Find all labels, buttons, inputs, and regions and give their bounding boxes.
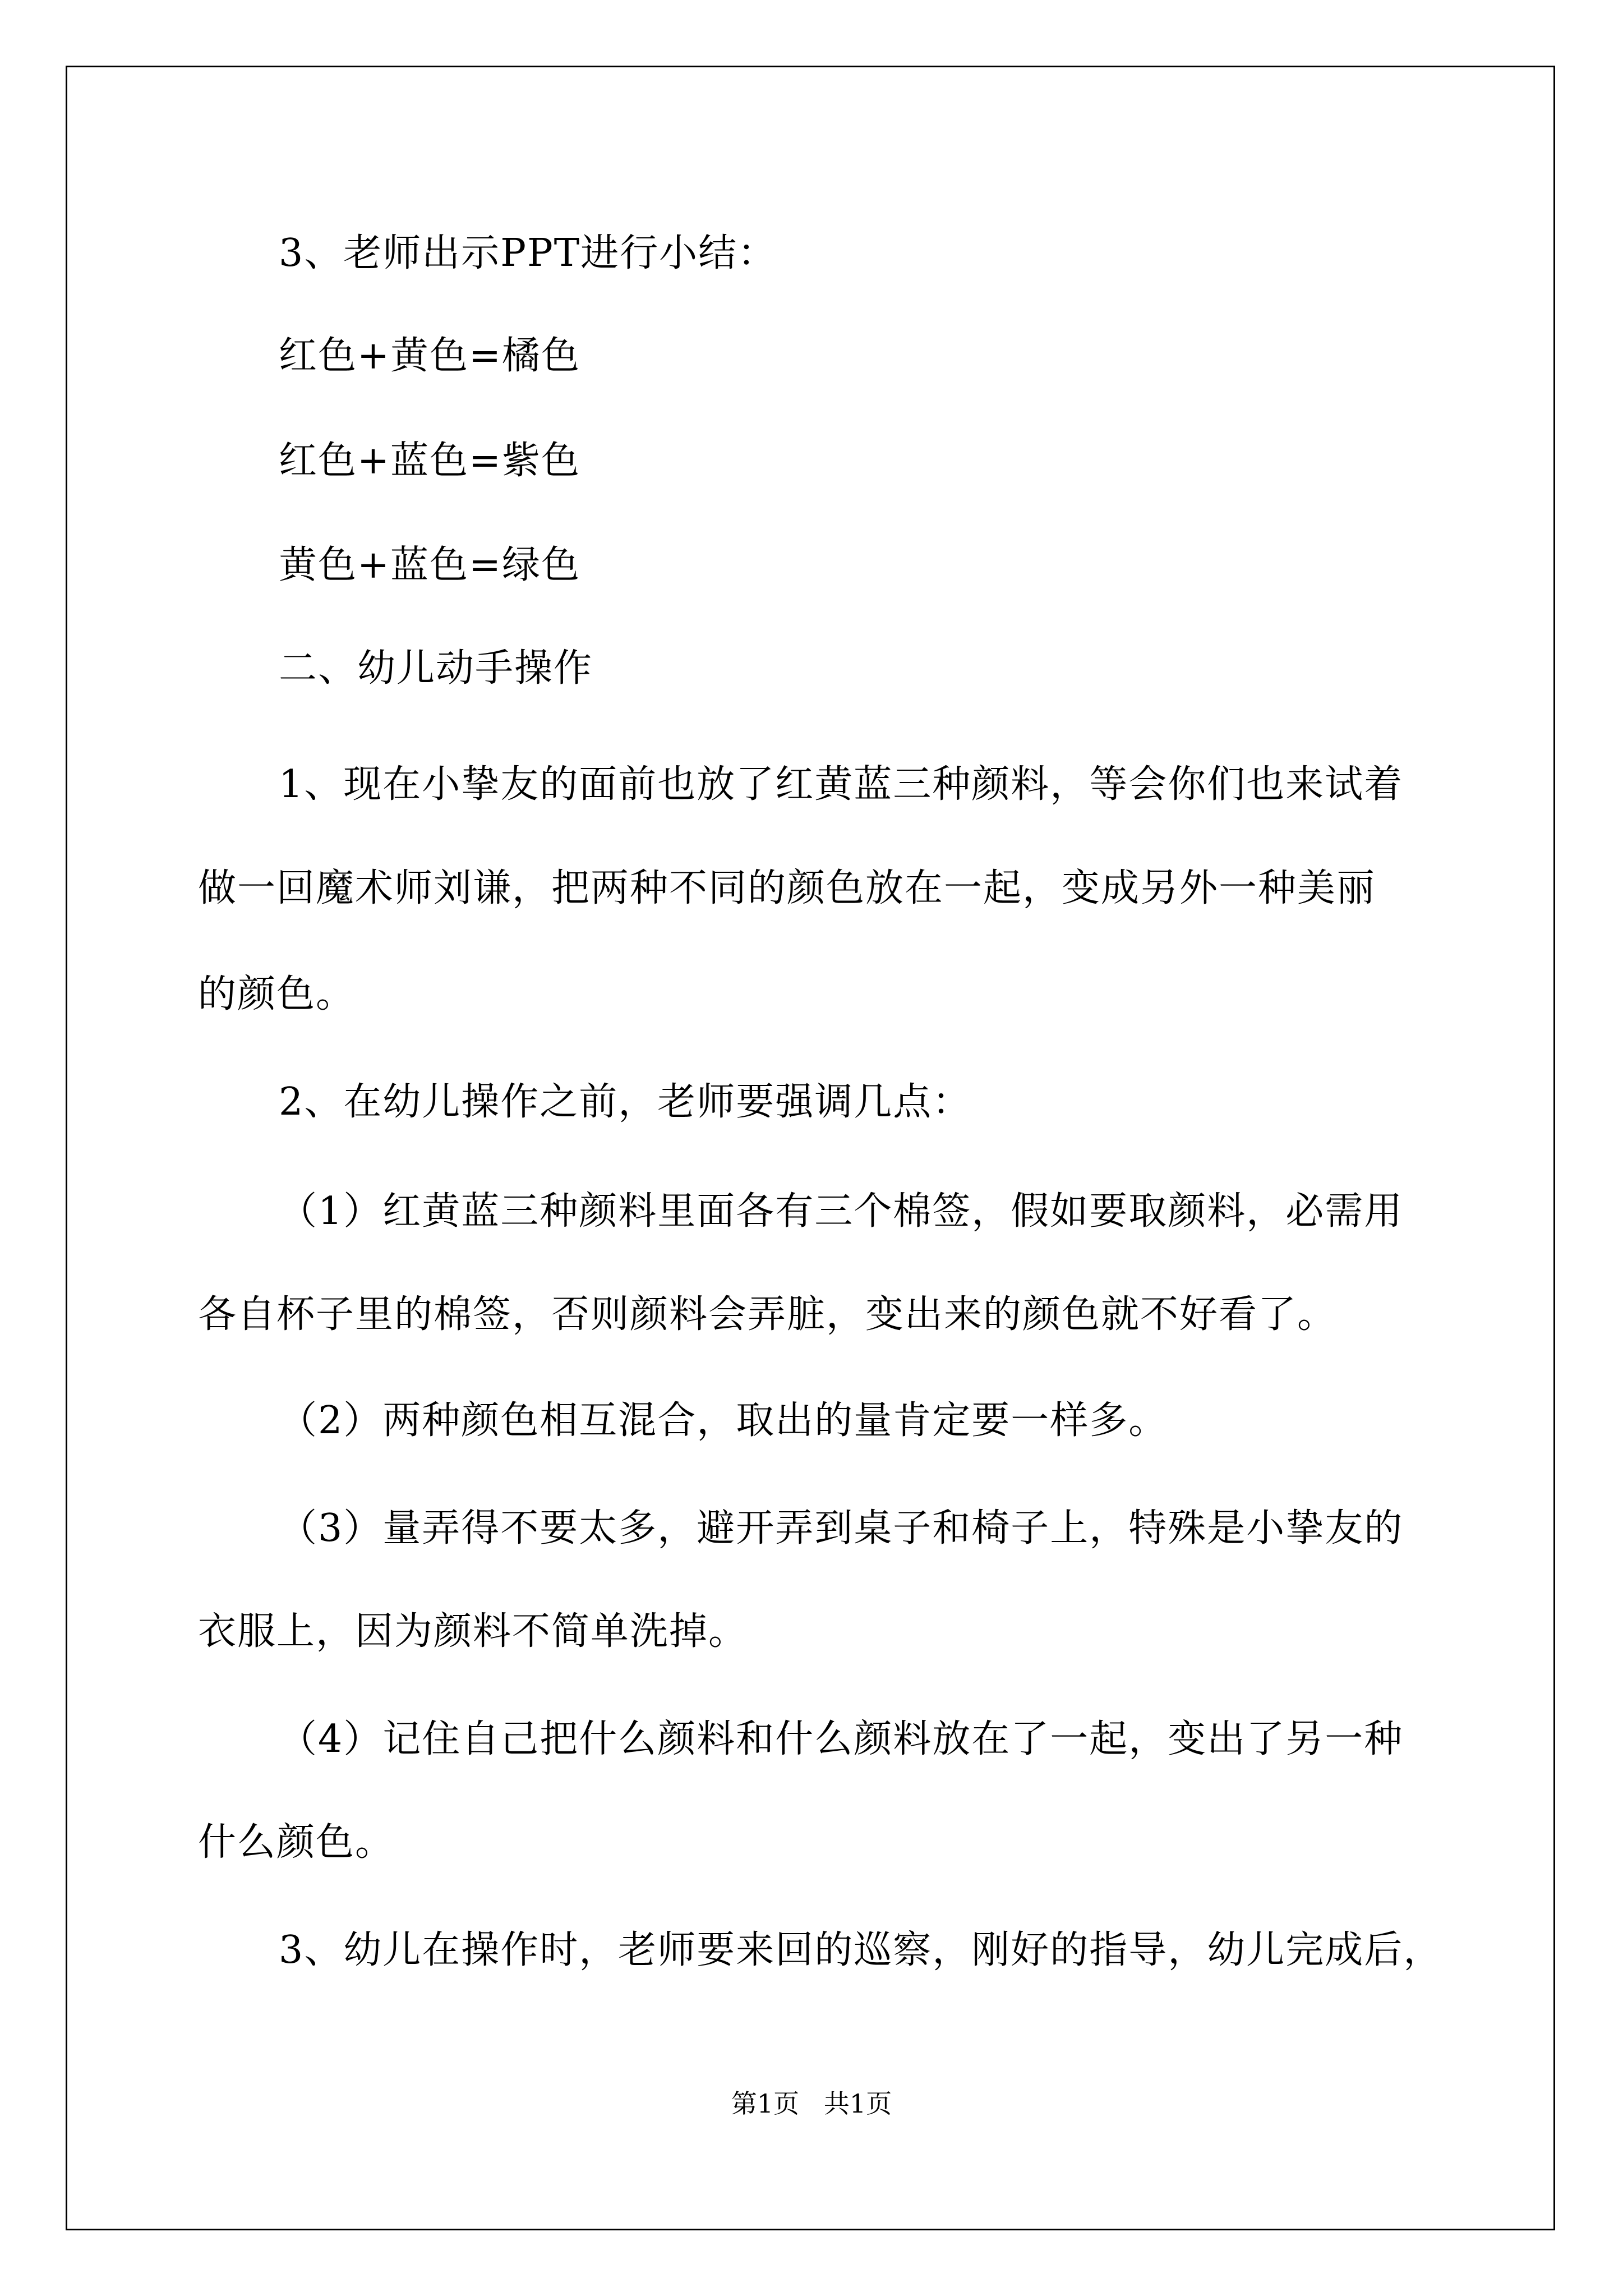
list-item-1-cont: 各自杯子里的棉签，否则颜料会弄脏，变出来的颜色就不好看了。 xyxy=(198,1292,1337,1337)
paragraph-line: 做一回魔术师刘谦，把两种不同的颜色放在一起，变成另外一种美丽 xyxy=(198,866,1376,910)
paragraph-line: 的颜色。 xyxy=(198,972,356,1016)
list-item-1: （1）红黄蓝三种颜料里面各有三个棉签，假如要取颜料，必需用 xyxy=(279,1189,1404,1234)
list-item-3: （3）量弄得不要太多，避开弄到桌子和椅子上，特殊是小挚友的 xyxy=(279,1506,1404,1550)
color-formula-orange: 红色+黄色=橘色 xyxy=(279,334,580,378)
paragraph-line: 3、幼儿在操作时，老师要来回的巡察，刚好的指导，幼儿完成后， xyxy=(279,1928,1443,1972)
color-formula-green: 黄色+蓝色=绿色 xyxy=(279,543,580,587)
list-item-2: （2）两种颜色相互混合，取出的量肯定要一样多。 xyxy=(279,1398,1168,1443)
page-footer: 第1页 共1页 xyxy=(731,2088,892,2119)
paragraph-line: 1、现在小挚友的面前也放了红黄蓝三种颜料，等会你们也来试着 xyxy=(279,762,1404,807)
color-formula-purple: 红色+蓝色=紫色 xyxy=(279,439,580,483)
heading-summary: 3、老师出示PPT进行小结： xyxy=(279,231,777,275)
list-item-3-cont: 衣服上，因为颜料不简单洗掉。 xyxy=(198,1609,748,1654)
list-item-4: （4）记住自己把什么颜料和什么颜料放在了一起，变出了另一种 xyxy=(279,1717,1404,1761)
list-item-4-cont: 什么颜色。 xyxy=(198,1820,395,1865)
paragraph-line: 2、在幼儿操作之前，老师要强调几点： xyxy=(279,1080,972,1124)
page-border xyxy=(66,66,1555,2230)
section-heading: 二、幼儿动手操作 xyxy=(279,646,593,691)
